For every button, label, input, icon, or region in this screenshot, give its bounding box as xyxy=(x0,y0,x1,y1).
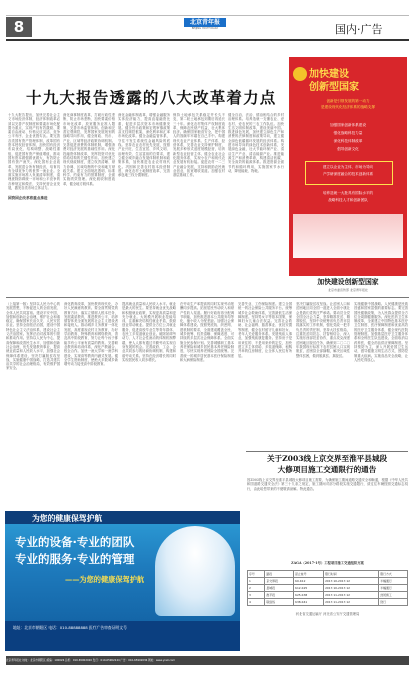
med-footer-text: 地址：北京市朝阳区 电话：010-88888888 医疗广告审查证明文号 xyxy=(13,625,127,630)
lower-column-6: 坚决打赢脱贫攻坚战。让贫困人口和贫困地区同全国一道进入全面小康社会是我们党的庄严承诺。要动员全党全国全社会力量，坚持精准扶贫、精准脱贫，坚持中央统筹省负总责市县抓落实的工作机制，强化党政一把手负总责的责任制，坚持大扶贫格局，注重扶贫同扶志、扶智相结合，深入实施东西部扶贫协作，重点攻克深度贫困地区脱贫任务，确保到二〇二〇年我国现行标准下农村贫困人口实现脱贫，贫困县全部摘帽，解决区域性整体贫困，做到脱真贫、真脱贫。 xyxy=(296,302,350,358)
page-footer: 北京青年报社 地址：北京市朝阳区 邮编：100026 总机：010-65902020 发行：010-65902244 广告：010-65902036 网址：www.ynet.com xyxy=(6,656,409,665)
article-column-4: 保持土地承包关系稳定并长久不变，第二轮土地承包到期后再延长三十年。深化农村集体产权制度改革，保障农民财产权益，壮大集体经济。确保国家粮食安全，把中国人的饭碗牢牢端在自己手中。构建现代农业产业体系、生产体系、经营体系，完善农业支持保护制度，发展多种形式适度规模经营，培育新型农业经营主体，健全农业社会化服务体系，实现小农户和现代农业发展有机衔接。促进农村一二三产业融合发展，支持和鼓励农民就业创业，拓宽增收渠道。加强农村基层基础工作。 xyxy=(173,113,225,178)
ad-caption: 加快建设创新型国家 xyxy=(317,278,379,286)
section-title: 国内·广告 xyxy=(335,23,383,36)
ad-skyline-image xyxy=(293,214,403,258)
article-column-3: 深化金融体制改革，增强金融服务实体经济能力，提高直接融资比重，促进多层次资本市场健康发展。健全货币政策和宏观审慎政策双支柱调控框架，深化利率和汇率市场化改革。健全金融监管体系，守住不发生系统性金融风险的底线。坚持农业农村优先发展，按照产业兴旺、生态宜居、乡风文明、治理有效、生活富裕的总要求，建立健全城乡融合发展体制机制和政策体系，加快推进农业农村现代化。巩固和完善农村基本经营制度，深化农村土地制度改革，完善承包地三权分置制度。 xyxy=(118,113,170,178)
ad-title-2: 创新型国家 xyxy=(309,82,359,93)
lower-column-5: 完善失业、工伤保险制度。建立全国统一的社会保险公共服务平台。统筹城乡社会救助体系，完善最低生活保障制度。坚持男女平等基本国策，保障妇女儿童合法权益。完善社会救助、社会福利、慈善事业、优抚安置等制度，健全农村留守儿童和妇女、老年人关爱服务体系。发展残疾人事业，加强残疾康复服务。坚持房子是用来住的、不是用来炒的定位，加快建立多主体供给、多渠道保障、租购并举的住房制度，让全体人民住有所居。 xyxy=(238,302,292,358)
med-slogan-3: ——为您的健康保驾护航 xyxy=(65,575,145,584)
article-column-5: 健全自治、法治、德治相结合的乡村治理体系。培养造就一支懂农业、爱农村、爱农民的三农工作队伍。加快生态文明体制改革，建设美丽中国。推进绿色发展，加快建立绿色生产和消费的法律制度和政策导向，建立健全绿色低碳循环发展的经济体系。构建市场导向的绿色技术创新体系，发展绿色金融，壮大节能环保产业、清洁生产产业、清洁能源产业。推进能源生产和消费革命，构建清洁低碳、安全高效的能源体系。推进资源全面节约和循环利用，实施国家节水行动，降低能耗、物耗。 xyxy=(228,113,284,173)
medical-ad xyxy=(5,511,240,651)
ad-title-1: 加快建设 xyxy=(309,69,349,80)
lower-column-7: 实施健康中国战略。人民健康是民族昌盛和国家富强的重要标志。要完善国民健康政策，为人民群众提供全方位全周期健康服务。深化医药卫生体制改革，全面建立中国特色基本医疗卫生制度、医疗保障制度和优质高效的医疗卫生服务体系，健全现代医院管理制度。加强基层医疗卫生服务体系和全科医生队伍建设。全面取消以药养医，健全药品供应保障制度。坚持预防为主，深入开展爱国卫生运动，倡导健康文明生活方式，预防控制重大疾病。实施食品安全战略，让人民吃得放心。 xyxy=(354,302,408,362)
ad-text-9: 培养造就一大批具有国际水平的 xyxy=(322,191,374,195)
table-footnote: 河北省交通运输厅 河北省公安厅交通管理局 xyxy=(295,612,360,616)
traffic-table: 序号 路段 起止桩号 限行时间 限行方式 1 京交界段 K0-K12 2017.10-2017.12 半幅通行 2 县城段 K12-K25 2017.10-2017.12 半幅通行 3 淮平段 K25-K38 2017.11-2017.12 封闭施工 4 联络线 K38-K41 2017.11-2017.12 绕行 xyxy=(247,570,408,606)
ad-text-7: 建立以企业为主体、市场为导向 xyxy=(322,165,374,169)
ad-text-2: 是建设现代化经济体系的战略支撑 xyxy=(321,105,375,109)
notice-body: 因Z003线上京交界至淮平县城段大修项目施工需要，为确保施工期间道路交通安全和畅通，根据《中华人民共和国道路交通安全法》第三十九条之规定，施工期间对部分路段实施交通限行，请过往车辆按照交通标志绕行，由此给您带来的不便敬请谅解。特此通告。 xyxy=(247,478,408,491)
lower-column-2: 深化教育改革，加快教育现代化，办好人民满意的教育。要全面贯彻党的教育方针，落实立德树人根本任务，发展素质教育，推进教育公平，培养德智体美全面发展的社会主义建设者和接班人。推动城乡义务教育一体化发展，高度重视农村义务教育，办好学前教育、特殊教育和网络教育，普及高中阶段教育，努力让每个孩子都能享有公平而有质量的教育。完善职业教育和培训体系，深化产教融合、校企合作。加快一流大学和一流学科建设，实现高等教育内涵式发展。健全学生资助制度，使绝大多数城乡新增劳动力接受高中阶段教育。 xyxy=(64,302,118,367)
ad-emblem-icon xyxy=(293,67,307,81)
mid-divider xyxy=(6,297,409,298)
ad-text-3: 加强国家创新体系建设 xyxy=(330,123,366,127)
notice-title-1: 关于Z003线上京交界至淮平县城段 xyxy=(266,454,388,463)
med-slogan-2: 专业的服务·专业的管理 xyxy=(15,552,135,566)
ad-text-8: 产学研深度融合的技术创新体系 xyxy=(322,172,374,176)
ad-text-10: 战略科技人才和创新团队 xyxy=(328,198,368,202)
ad-credit: 北京市委宣传部 北京青年报社 xyxy=(328,288,368,292)
ad-text-1: 创新是引领发展的第一动力 xyxy=(326,99,370,103)
doctor-image xyxy=(155,526,235,616)
lower-column-3: 提高就业质量和人民收入水平。就业是最大的民生。要坚持就业优先战略和积极就业政策，实现更高质量和更充分就业。大规模开展职业技能培训，注重解决结构性就业矛盾，鼓励创业带动就业。提供全方位公共就业服务，促进高校毕业生等青年群体、农民工多渠道就业创业。破除妨碍劳动力、人才社会性流动的体制机制弊端，使人人都有通过辛勤劳动实现自身发展的机会。完善政府、工会、企业共同参与的协商协调机制，构建和谐劳动关系。坚持在经济增长的同时实现居民收入同步增长。 xyxy=(122,302,176,362)
med-slogan-1: 专业的设备·专业的团队 xyxy=(15,535,135,549)
header-bar xyxy=(6,10,409,16)
main-headline: 十九大报告透露的八大改革着力点 xyxy=(26,89,277,107)
med-top-text: 为您的健康保驾护航 xyxy=(32,514,103,523)
article-subhead: 国资国企改革将重点推进 xyxy=(8,196,48,200)
masthead-sub: BEIJING YOUTH DAILY xyxy=(191,27,219,30)
table-caption: ZAGA（2017-1号）工程项目施工交通组织方案 xyxy=(291,561,364,565)
notice-title-2: 大修项目施工交通限行的通告 xyxy=(277,465,377,474)
article-column-2: 深化商事制度改革，打破行政性垄断，防止市场垄断，加快要素价格市场化改革，放宽服务业准入限制，完善市场监管体制。创新和完善宏观调控，发挥国家发展规划的战略导向作用，健全财政、货币、产业、区域等经济政策协调机制。完善促进消费的体制机制，增强消费对经济发展的基础性作用。深化投融资体制改革，发挥投资对优化供给结构的关键性作用。加快建立现代财政制度，建立权责清晰、财力协调、区域均衡的中央和地方财政关系。建立全面规范透明、标准科学、约束有力的预算制度，全面实施绩效管理。深化税收制度改革，健全地方税体系。 xyxy=(63,113,115,186)
article-column-1: 十九大报告提出，加快完善社会主义市场经济体制，经济体制改革必须以完善产权制度和要素市场化配置为重点，实现产权有效激励、要素自由流动、价格反应灵活、竞争公平有序、企业优胜劣汰。要完善各类国有资产管理体制，改革国有资本授权经营体制，加快国有经济布局优化、结构调整、战略性重组，促进国有资产保值增值，推动国有资本做强做优做大，有效防止国有资产流失。深化国有企业改革，发展混合所有制经济，培育具有全球竞争力的世界一流企业。全面实施市场准入负面清单制度，清理废除妨碍统一市场和公平竞争的各种规定和做法，支持民营企业发展，激发各类市场主体活力。 xyxy=(8,113,60,191)
ad-text-4: 强化战略科技力量 xyxy=(333,131,363,135)
innovation-ad xyxy=(289,57,407,276)
notice-top-rule xyxy=(246,451,408,452)
lower-column-4: 在劳动生产率提高的同时实现劳动报酬同步提高。拓宽居民劳动收入和财产性收入渠道。履行好政府再分配调节职能，加快推进基本公共服务均等化，缩小收入分配差距。加强社会保障体系建设。按照兜底线、织密网、建机制的要求，全面建成覆盖全民、城乡统筹、权责清晰、保障适度、可持续的多层次社会保障体系。全面实施全民参保计划。完善城镇职工基本养老保险和城乡居民基本养老保险制度，尽快实现养老保险全国统筹。完善统一的城乡居民基本医疗保险制度和大病保险制度。 xyxy=(180,302,234,362)
header-rule xyxy=(6,39,409,41)
page-number: 8 xyxy=(6,17,32,37)
ad-text-5: 深化科技体制改革 xyxy=(333,139,363,143)
ad-text-6: 倡导创新文化 xyxy=(337,147,359,151)
lower-column-1: （上接第一版）坚持以人民为中心的发展思想，不断促进人的全面发展、全体人民共同富裕。建设平安中国，加强和创新社会治理，维护社会和谐稳定，确保国家长治久安、人民安居乐业。坚持全面依法治国，建设中国特色社会主义法治体系，建设社会主义法治国家。发挥法治对改革的引领和推动作用。坚持以人民为中心，提高保障和改善民生水平，加强和创新社会治理，优先发展教育事业，提高就业质量和人民收入水平，加强社会保障体系建设，坚决打赢脱贫攻坚战，实施健康中国战略，打造共建共治共享的社会治理格局，有效维护国家安全。 xyxy=(6,302,60,371)
masthead-logo: 北京青年报 xyxy=(184,18,226,27)
